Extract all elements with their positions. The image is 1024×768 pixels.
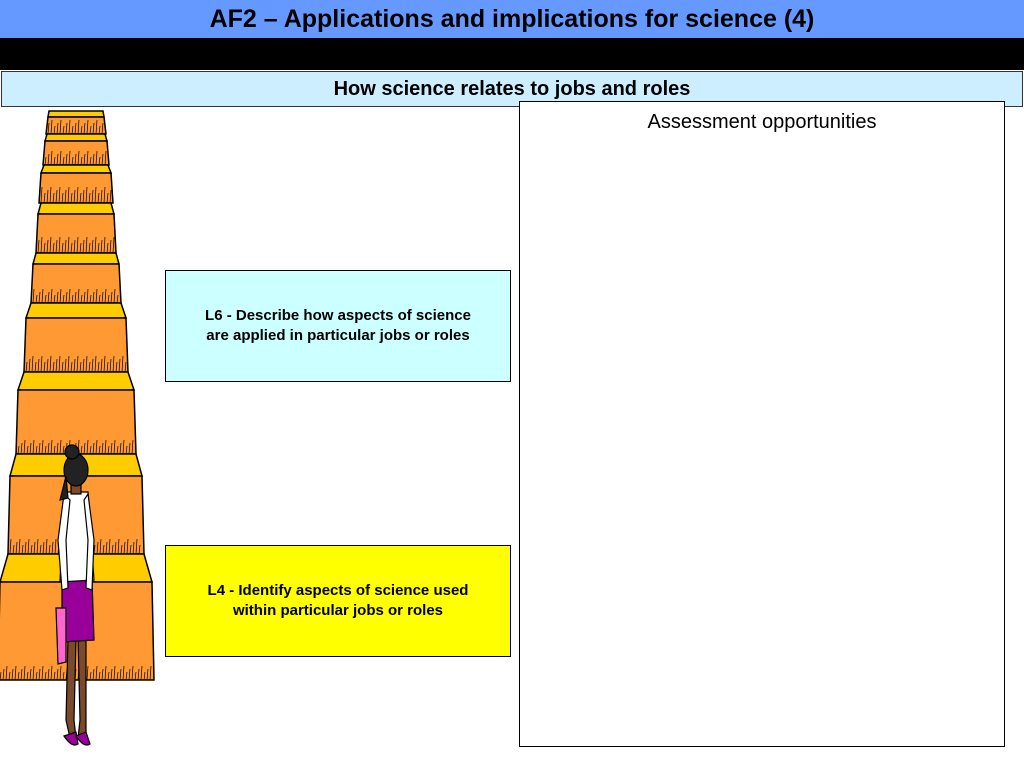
step-tread (26, 303, 126, 318)
step-tread (45, 134, 107, 141)
page-title-text: AF2 – Applications and implications for science (4) (209, 4, 815, 33)
step-tread (48, 111, 104, 117)
title-divider-bar (0, 38, 1024, 70)
step-riser (31, 264, 121, 303)
page-title (0, 0, 1024, 38)
step-tread (18, 372, 134, 390)
step-tread (41, 165, 111, 173)
level-4-text: L4 - Identify aspects of science used within particular jobs or roles (207, 582, 469, 619)
level-4-box (165, 545, 511, 657)
level-6-box (165, 270, 511, 382)
step-tread (38, 203, 114, 214)
step-riser (24, 318, 128, 372)
assessment-panel (519, 101, 1005, 747)
staircase-with-person-icon (0, 105, 160, 755)
assessment-heading: Assessment opportunities (647, 111, 877, 133)
subtitle-text: How science relates to jobs and roles (333, 77, 691, 100)
level-6-text: L6 - Describe how aspects of science are applied in particular jobs or roles (205, 307, 471, 344)
step-tread (33, 253, 119, 264)
step-riser (36, 214, 116, 253)
